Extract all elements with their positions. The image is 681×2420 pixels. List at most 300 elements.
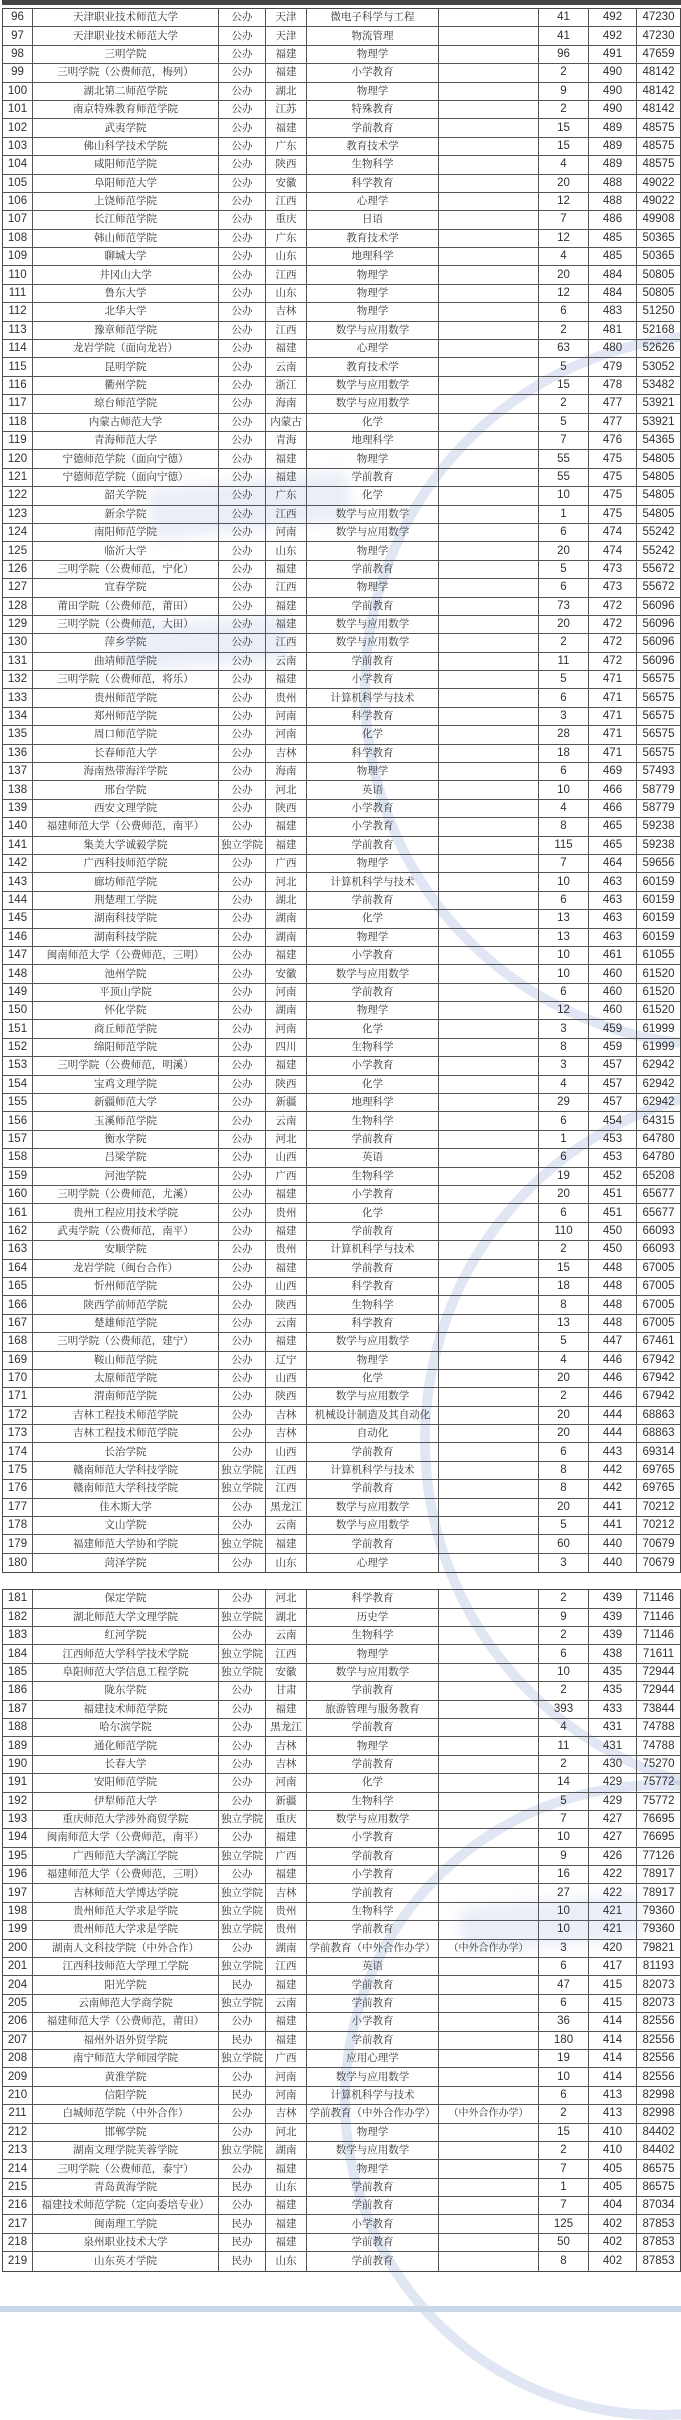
cell-name: 三明学院（公费师范，尤溪） — [33, 1186, 219, 1203]
cell-name: 福建师范大学（公费师范，莆田） — [33, 2013, 219, 2030]
cell-major: 地理科学 — [307, 432, 439, 449]
cell-count: 20 — [539, 1370, 589, 1387]
cell-type: 公办 — [219, 1149, 266, 1166]
cell-name: 郑州师范学院 — [33, 708, 219, 725]
cell-score: 489 — [589, 156, 637, 173]
cell-remark — [439, 175, 539, 192]
cell-rank: 163 — [3, 1241, 33, 1258]
cell-type: 公办 — [219, 1315, 266, 1332]
cell-score: 457 — [589, 1094, 637, 1111]
cell-remark — [439, 1315, 539, 1332]
table-row — [3, 984, 680, 1002]
table-row — [3, 1296, 680, 1314]
cell-type: 公办 — [219, 1940, 266, 1957]
cell-province: 河南 — [266, 2068, 307, 2085]
cell-major: 物理学 — [307, 855, 439, 872]
cell-rank: 183 — [3, 1627, 33, 1644]
table-row — [3, 689, 680, 707]
cell-count: 18 — [539, 1278, 589, 1295]
cell-position: 69765 — [642, 1464, 675, 1477]
cell-score: 405 — [589, 2160, 637, 2177]
cell-province: 海南 — [266, 395, 307, 412]
cell-rank: 214 — [3, 2160, 33, 2177]
cell-remark — [439, 1296, 539, 1313]
cell-score: 489 — [589, 138, 637, 155]
cell-remark — [439, 1719, 539, 1736]
cell-position: 72944 — [642, 1684, 675, 1697]
cell-type: 公办 — [219, 726, 266, 743]
cell-province: 贵州 — [266, 1903, 307, 1920]
cell-remark — [439, 1076, 539, 1093]
cell-score: 441 — [589, 1499, 637, 1516]
cell-name: 安顺学院 — [33, 1241, 219, 1258]
cell-name: 南阳师范学院 — [33, 524, 219, 541]
cell-major: 物理学 — [307, 46, 439, 63]
table-row — [3, 2013, 680, 2031]
cell-province: 福建 — [266, 46, 307, 63]
cell-position: 70679 — [642, 1537, 675, 1550]
table-row — [3, 1149, 680, 1167]
cell-major: 学前教育 — [307, 1480, 439, 1497]
cell-position: 81193 — [642, 1960, 675, 1973]
cell-count: 8 — [539, 818, 589, 835]
cell-type: 独立学院 — [219, 1462, 266, 1479]
cell-name: 三明学院（公费师范，明溪） — [33, 1057, 219, 1074]
cell-major: 心理学 — [307, 1554, 439, 1572]
table-row — [3, 818, 680, 836]
cell-count: 110 — [539, 1223, 589, 1240]
cell-major: 计算机科学与技术 — [307, 1462, 439, 1479]
cell-type: 公办 — [219, 303, 266, 320]
table-row — [3, 211, 680, 229]
cell-score: 475 — [589, 450, 637, 467]
cell-position: 87853 — [642, 2254, 675, 2267]
cell-count: 60 — [539, 1535, 589, 1552]
cell-name: 佛山科学技术学院 — [33, 138, 219, 155]
cell-type: 公办 — [219, 1131, 266, 1148]
cell-rank: 147 — [3, 947, 33, 964]
cell-position: 49022 — [642, 176, 675, 189]
cell-remark — [439, 285, 539, 302]
cell-major: 学前教育 — [307, 598, 439, 615]
cell-rank: 121 — [3, 469, 33, 486]
cell-name: 闽南理工学院 — [33, 2215, 219, 2232]
cell-position: 76695 — [642, 1831, 675, 1844]
cell-rank: 127 — [3, 579, 33, 596]
table-row — [3, 1223, 680, 1241]
cell-remark — [439, 984, 539, 1001]
cell-name: 陇东学院 — [33, 1682, 219, 1699]
cell-position: 78917 — [642, 1868, 675, 1881]
cell-name: 三明学院（公费师范，宁化） — [33, 561, 219, 578]
cell-type: 民办 — [219, 2032, 266, 2049]
table-section-2 — [2, 1589, 681, 2271]
cell-remark — [439, 818, 539, 835]
cell-count: 20 — [539, 616, 589, 633]
cell-type: 公办 — [219, 708, 266, 725]
table-row — [3, 119, 680, 137]
cell-province: 海南 — [266, 763, 307, 780]
cell-rank: 107 — [3, 211, 33, 228]
cell-count: 15 — [539, 1260, 589, 1277]
cell-rank: 137 — [3, 763, 33, 780]
cell-remark — [439, 1756, 539, 1773]
cell-score: 421 — [589, 1921, 637, 1938]
cell-type: 独立学院 — [219, 2142, 266, 2159]
cell-major: 小学教育 — [307, 1829, 439, 1846]
cell-rank: 191 — [3, 1774, 33, 1791]
cell-name: 江西师范大学科学技术学院 — [33, 1645, 219, 1662]
cell-type: 公办 — [219, 542, 266, 559]
cell-name: 荆楚理工学院 — [33, 892, 219, 909]
cell-rank: 165 — [3, 1278, 33, 1295]
cell-name: 三明学院（公费师范，建宁） — [33, 1333, 219, 1350]
cell-remark — [439, 27, 539, 44]
cell-province: 吉林 — [266, 303, 307, 320]
cell-position: 75772 — [642, 1776, 675, 1789]
cell-major: 小学教育 — [307, 671, 439, 688]
cell-score: 490 — [589, 101, 637, 118]
cell-count: 50 — [539, 2234, 589, 2251]
cell-remark — [439, 395, 539, 412]
cell-score: 440 — [589, 1535, 637, 1552]
cell-province: 贵州 — [266, 1921, 307, 1938]
cell-type: 公办 — [219, 616, 266, 633]
cell-province: 福建 — [266, 616, 307, 633]
cell-count: 7 — [539, 432, 589, 449]
cell-score: 492 — [589, 27, 637, 44]
cell-type: 公办 — [219, 46, 266, 63]
cell-name: 福建师范大学（公费师范，南平） — [33, 818, 219, 835]
cell-score: 448 — [589, 1296, 637, 1313]
cell-province: 江西 — [266, 1480, 307, 1497]
table-row — [3, 2105, 680, 2123]
cell-remark — [439, 1020, 539, 1037]
cell-position: 79360 — [642, 1923, 675, 1936]
table-row — [3, 2179, 680, 2197]
cell-name: 福建师范大学（公费师范，三明） — [33, 1866, 219, 1883]
table-row — [3, 1645, 680, 1663]
cell-remark — [439, 1039, 539, 1056]
cell-province: 福建 — [266, 2215, 307, 2232]
cell-count: 2 — [539, 1241, 589, 1258]
cell-score: 463 — [589, 873, 637, 890]
cell-rank: 141 — [3, 837, 33, 854]
cell-rank: 215 — [3, 2179, 33, 2196]
cell-remark — [439, 138, 539, 155]
cell-type: 公办 — [219, 119, 266, 136]
cell-position: 56575 — [642, 691, 675, 704]
cell-province: 福建 — [266, 1701, 307, 1718]
cell-rank: 186 — [3, 1682, 33, 1699]
cell-count: 2 — [539, 1627, 589, 1644]
cell-remark — [439, 708, 539, 725]
cell-rank: 105 — [3, 175, 33, 192]
cell-major: 物理学 — [307, 929, 439, 946]
cell-rank: 219 — [3, 2252, 33, 2270]
cell-count: 10 — [539, 781, 589, 798]
cell-name: 信阳学院 — [33, 2087, 219, 2104]
cell-province: 河南 — [266, 726, 307, 743]
cell-province: 山东 — [266, 542, 307, 559]
cell-name: 上饶师范学院 — [33, 193, 219, 210]
cell-major: 学前教育 — [307, 1682, 439, 1699]
cell-position: 56096 — [642, 654, 675, 667]
cell-province: 福建 — [266, 671, 307, 688]
cell-remark — [439, 230, 539, 247]
cell-remark — [439, 1645, 539, 1662]
cell-score: 429 — [589, 1774, 637, 1791]
cell-type: 独立学院 — [219, 837, 266, 854]
table-row — [3, 873, 680, 891]
cell-name: 阜阳师范大学 — [33, 175, 219, 192]
cell-remark — [439, 9, 539, 26]
cell-remark — [439, 1976, 539, 1993]
cell-score: 479 — [589, 358, 637, 375]
cell-type: 民办 — [219, 1976, 266, 1993]
cell-type: 公办 — [219, 1076, 266, 1093]
table-row — [3, 837, 680, 855]
cell-count: 6 — [539, 689, 589, 706]
cell-remark — [439, 910, 539, 927]
cell-type: 独立学院 — [219, 1609, 266, 1626]
cell-rank: 208 — [3, 2050, 33, 2067]
cell-count: 6 — [539, 1645, 589, 1662]
cell-name: 龙岩学院（闽台合作） — [33, 1260, 219, 1277]
cell-count: 16 — [539, 1866, 589, 1883]
cell-count: 6 — [539, 524, 589, 541]
cell-score: 415 — [589, 1976, 637, 1993]
cell-name: 云南师范大学商学院 — [33, 1995, 219, 2012]
cell-major: 小学教育 — [307, 1057, 439, 1074]
cell-count: 15 — [539, 377, 589, 394]
cell-position: 74788 — [642, 1721, 675, 1734]
cell-remark — [439, 579, 539, 596]
cell-position: 56096 — [642, 636, 675, 649]
cell-position: 61520 — [642, 1004, 675, 1017]
cell-position: 68863 — [642, 1427, 675, 1440]
cell-type: 公办 — [219, 83, 266, 100]
table-row — [3, 2142, 680, 2160]
cell-type: 公办 — [219, 634, 266, 651]
cell-position: 53921 — [642, 415, 675, 428]
cell-rank: 193 — [3, 1811, 33, 1828]
cell-type: 公办 — [219, 193, 266, 210]
table-row — [3, 469, 680, 487]
cell-major: 学前教育 — [307, 1535, 439, 1552]
cell-score: 476 — [589, 432, 637, 449]
cell-score: 474 — [589, 524, 637, 541]
cell-major: 科学教育 — [307, 745, 439, 762]
cell-score: 473 — [589, 579, 637, 596]
cell-major: 计算机科学与技术 — [307, 2087, 439, 2104]
cell-score: 439 — [589, 1609, 637, 1626]
cell-name: 长江师范学院 — [33, 211, 219, 228]
cell-type: 公办 — [219, 1499, 266, 1516]
cell-position: 64315 — [642, 1114, 675, 1127]
cell-score: 459 — [589, 1039, 637, 1056]
cell-position: 62942 — [642, 1077, 675, 1090]
cell-count: 20 — [539, 1407, 589, 1424]
cell-type: 公办 — [219, 1682, 266, 1699]
cell-score: 475 — [589, 487, 637, 504]
cell-province: 广西 — [266, 1848, 307, 1865]
cell-position: 47230 — [642, 11, 675, 24]
cell-rank: 143 — [3, 873, 33, 890]
cell-major: 小学教育 — [307, 2215, 439, 2232]
cell-position: 52168 — [642, 323, 675, 336]
cell-count: 5 — [539, 561, 589, 578]
table-row — [3, 2068, 680, 2086]
cell-province: 黑龙江 — [266, 1719, 307, 1736]
cell-remark — [439, 487, 539, 504]
cell-province: 福建 — [266, 1260, 307, 1277]
cell-name: 聊城大学 — [33, 248, 219, 265]
cell-rank: 213 — [3, 2142, 33, 2159]
cell-major: 化学 — [307, 726, 439, 743]
table-row — [3, 2087, 680, 2105]
cell-rank: 205 — [3, 1995, 33, 2012]
cell-position: 78917 — [642, 1886, 675, 1899]
cell-rank: 132 — [3, 671, 33, 688]
cell-score: 485 — [589, 230, 637, 247]
cell-name: 赣南师范大学科技学院 — [33, 1462, 219, 1479]
cell-major: 学前教育 — [307, 1921, 439, 1938]
cell-remark — [439, 1609, 539, 1626]
cell-name: 贵州师范大学求是学院 — [33, 1903, 219, 1920]
cell-position: 54805 — [642, 489, 675, 502]
cell-province: 山东 — [266, 2252, 307, 2270]
cell-position: 60159 — [642, 912, 675, 925]
table-row — [3, 377, 680, 395]
cell-count: 7 — [539, 1811, 589, 1828]
cell-major: 地理科学 — [307, 1094, 439, 1111]
cell-remark — [439, 1186, 539, 1203]
cell-rank: 169 — [3, 1352, 33, 1369]
cell-count: 20 — [539, 1499, 589, 1516]
cell-major: 数学与应用数学 — [307, 1499, 439, 1516]
cell-major: 化学 — [307, 1204, 439, 1221]
table-row — [3, 1499, 680, 1517]
cell-name: 邯郸学院 — [33, 2124, 219, 2141]
table-row — [3, 266, 680, 284]
cell-major: 数学与应用数学 — [307, 634, 439, 651]
cell-province: 陕西 — [266, 156, 307, 173]
table-row — [3, 1774, 680, 1792]
cell-remark — [439, 414, 539, 431]
cell-name: 湖南科技学院 — [33, 929, 219, 946]
cell-province: 湖北 — [266, 1609, 307, 1626]
cell-position: 67005 — [642, 1316, 675, 1329]
cell-type: 公办 — [219, 469, 266, 486]
cell-type: 公办 — [219, 211, 266, 228]
cell-type: 公办 — [219, 138, 266, 155]
table-row — [3, 1535, 680, 1553]
cell-rank: 119 — [3, 432, 33, 449]
cell-type: 公办 — [219, 395, 266, 412]
table-row — [3, 800, 680, 818]
cell-name: 山东英才学院 — [33, 2252, 219, 2270]
cell-remark — [439, 193, 539, 210]
table-row — [3, 708, 680, 726]
cell-name: 咸阳师范学院 — [33, 156, 219, 173]
cell-name: 闽南师范大学（公费师范，南平） — [33, 1829, 219, 1846]
cell-province: 山东 — [266, 2179, 307, 2196]
cell-score: 484 — [589, 266, 637, 283]
cell-score: 439 — [589, 1627, 637, 1644]
cell-type: 公办 — [219, 1020, 266, 1037]
table-row — [3, 542, 680, 560]
cell-province: 广西 — [266, 2050, 307, 2067]
cell-position: 52626 — [642, 342, 675, 355]
cell-major: 数学与应用数学 — [307, 1517, 439, 1534]
table-row — [3, 965, 680, 983]
cell-name: 湖南文理学院芙蓉学院 — [33, 2142, 219, 2159]
cell-name: 湖南科技学院 — [33, 910, 219, 927]
cell-position: 71611 — [642, 1647, 675, 1660]
cell-rank: 204 — [3, 1976, 33, 1993]
cell-remark — [439, 2032, 539, 2049]
cell-province: 安徽 — [266, 1664, 307, 1681]
cell-position: 65677 — [642, 1206, 675, 1219]
cell-major: 物理学 — [307, 83, 439, 100]
cell-count: 6 — [539, 1443, 589, 1460]
cell-province: 贵州 — [266, 1241, 307, 1258]
cell-type: 公办 — [219, 285, 266, 302]
cell-major: 物理学 — [307, 1002, 439, 1019]
cell-rank: 167 — [3, 1315, 33, 1332]
cell-type: 公办 — [219, 506, 266, 523]
cell-position: 56096 — [642, 618, 675, 631]
cell-score: 422 — [589, 1884, 637, 1901]
cell-province: 福建 — [266, 2032, 307, 2049]
cell-position: 82556 — [642, 2070, 675, 2083]
cell-type: 公办 — [219, 1260, 266, 1277]
cell-count: 9 — [539, 83, 589, 100]
cell-rank: 196 — [3, 1866, 33, 1883]
cell-name: 湖南人文科技学院（中外合作） — [33, 1940, 219, 1957]
cell-score: 459 — [589, 1020, 637, 1037]
cell-position: 82998 — [642, 2107, 675, 2120]
cell-score: 471 — [589, 726, 637, 743]
cell-remark — [439, 322, 539, 339]
cell-count: 20 — [539, 1425, 589, 1442]
cell-major: 学前教育 — [307, 1719, 439, 1736]
cell-type: 公办 — [219, 2124, 266, 2141]
cell-province: 福建 — [266, 1535, 307, 1552]
cell-province: 福建 — [266, 1186, 307, 1203]
cell-rank: 97 — [3, 27, 33, 44]
cell-name: 红河学院 — [33, 1627, 219, 1644]
cell-province: 河北 — [266, 873, 307, 890]
cell-remark — [439, 1370, 539, 1387]
cell-province: 青海 — [266, 432, 307, 449]
cell-score: 414 — [589, 2013, 637, 2030]
cell-score: 457 — [589, 1057, 637, 1074]
cell-type: 公办 — [219, 800, 266, 817]
cell-remark — [439, 1737, 539, 1754]
table-row — [3, 285, 680, 303]
cell-position: 61999 — [642, 1041, 675, 1054]
cell-count: 3 — [539, 1554, 589, 1572]
cell-type: 公办 — [219, 487, 266, 504]
cell-count: 15 — [539, 119, 589, 136]
cell-position: 47230 — [642, 29, 675, 42]
cell-rank: 110 — [3, 266, 33, 283]
cell-score: 448 — [589, 1278, 637, 1295]
cell-type: 公办 — [219, 175, 266, 192]
cell-score: 485 — [589, 248, 637, 265]
